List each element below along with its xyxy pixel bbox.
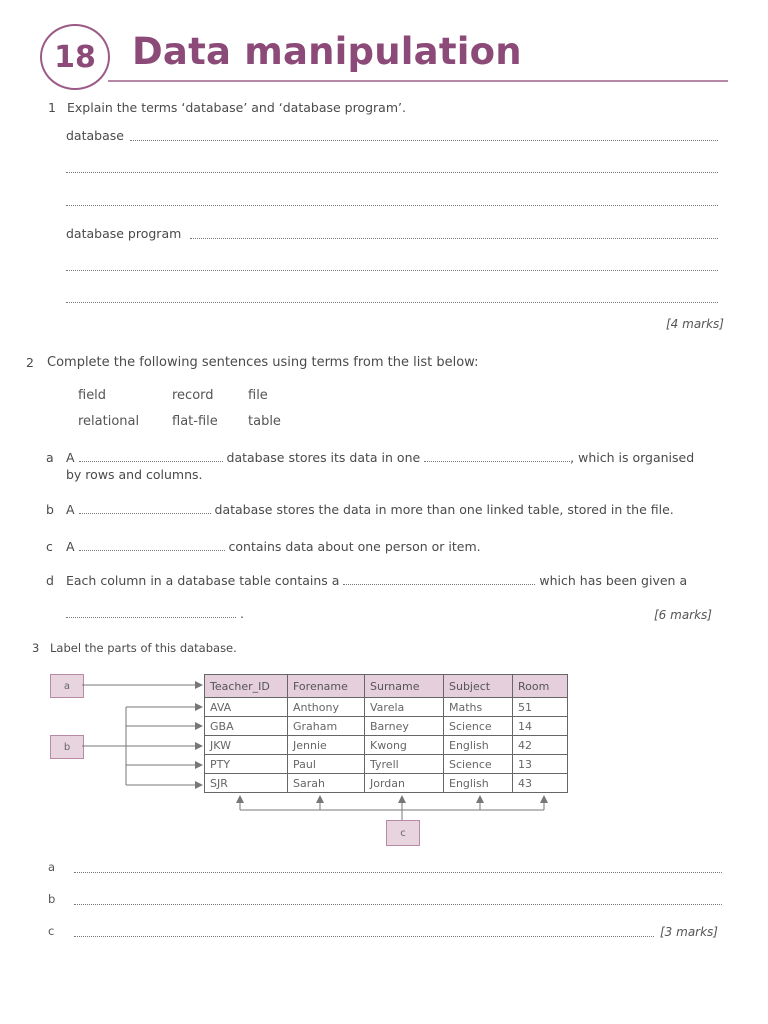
table-row bbox=[205, 774, 568, 793]
term-file: file bbox=[248, 388, 268, 403]
chapter-number-badge: 18 bbox=[40, 24, 110, 90]
q3-answer-a-label: a bbox=[48, 860, 56, 874]
q2a-part3: , which is organised bbox=[570, 450, 695, 465]
table-cell: JKW bbox=[205, 736, 288, 755]
column-header: Subject bbox=[444, 675, 513, 698]
q2c-letter: c bbox=[46, 539, 53, 554]
table-cell: 13 bbox=[513, 755, 568, 774]
table-row bbox=[205, 698, 568, 717]
q2c-part1: A bbox=[66, 539, 75, 554]
q2-number: 2 bbox=[26, 355, 34, 370]
term-flat-file: flat-file bbox=[172, 414, 218, 429]
q1-program-label: database program bbox=[66, 226, 182, 241]
q2a-part2: database stores its data in one bbox=[226, 450, 421, 465]
q3-answer-line-a[interactable] bbox=[74, 872, 722, 873]
q3-answer-line-c[interactable] bbox=[74, 936, 654, 937]
q1-text: Explain the terms ‘database’ and ‘database program’. bbox=[67, 100, 406, 115]
term-table: table bbox=[248, 414, 281, 429]
table-cell: 43 bbox=[513, 774, 568, 793]
q2d-letter: d bbox=[46, 573, 54, 588]
table-cell: Graham bbox=[288, 717, 365, 736]
table-cell: AVA bbox=[205, 698, 288, 717]
page-title: Data manipulation bbox=[132, 30, 522, 73]
table-cell: 14 bbox=[513, 717, 568, 736]
table-cell: Jennie bbox=[288, 736, 365, 755]
q2b-part2: database stores the data in more than one linked table, stored in the file. bbox=[214, 502, 674, 517]
q2d-part1: Each column in a database table contains a bbox=[66, 573, 340, 588]
q3-answer-b-label: b bbox=[48, 892, 56, 906]
q3-marks: [3 marks] bbox=[660, 925, 718, 939]
term-record: record bbox=[172, 388, 214, 403]
table-cell: Science bbox=[444, 717, 513, 736]
q1-database-label: database bbox=[66, 128, 124, 143]
table-cell: PTY bbox=[205, 755, 288, 774]
table-header-row bbox=[205, 675, 568, 698]
q2b-part1: A bbox=[66, 502, 75, 517]
table-cell: 42 bbox=[513, 736, 568, 755]
table-cell: Jordan bbox=[365, 774, 444, 793]
term-field: field bbox=[78, 388, 107, 403]
table-cell: SJR bbox=[205, 774, 288, 793]
teacher-database-table bbox=[204, 674, 568, 793]
table-cell: Tyrell bbox=[365, 755, 444, 774]
q3-number: 3 bbox=[32, 641, 40, 655]
table-row bbox=[205, 717, 568, 736]
table-cell: 51 bbox=[513, 698, 568, 717]
table-cell: Science bbox=[444, 755, 513, 774]
q2a-letter: a bbox=[46, 450, 54, 465]
table-cell: GBA bbox=[205, 717, 288, 736]
q1-marks: [4 marks] bbox=[666, 317, 724, 331]
table-cell: Anthony bbox=[288, 698, 365, 717]
column-header: Room bbox=[513, 675, 568, 698]
q2-marks: [6 marks] bbox=[654, 608, 712, 622]
column-header: Forename bbox=[288, 675, 365, 698]
column-header: Teacher_ID bbox=[205, 675, 288, 698]
table-cell: Sarah bbox=[288, 774, 365, 793]
q2b-letter: b bbox=[46, 502, 54, 517]
table-cell: English bbox=[444, 774, 513, 793]
column-header: Surname bbox=[365, 675, 444, 698]
label-box-c: c bbox=[386, 820, 420, 846]
q1-number: 1 bbox=[48, 100, 56, 115]
label-box-b: b bbox=[50, 735, 84, 759]
table-cell: Varela bbox=[365, 698, 444, 717]
q2d-part2: which has been given a bbox=[539, 573, 688, 588]
table-row bbox=[205, 755, 568, 774]
table-cell: English bbox=[444, 736, 513, 755]
q2a-part4: by rows and columns. bbox=[66, 467, 203, 482]
q3-answer-line-b[interactable] bbox=[74, 904, 722, 905]
table-cell: Paul bbox=[288, 755, 365, 774]
term-relational: relational bbox=[78, 414, 140, 429]
table-cell: Maths bbox=[444, 698, 513, 717]
table-row bbox=[205, 736, 568, 755]
table-cell: Barney bbox=[365, 717, 444, 736]
q2-text: Complete the following sentences using terms from the list below: bbox=[47, 355, 479, 370]
q2d-part3: . bbox=[239, 606, 244, 621]
q3-answer-c-label: c bbox=[48, 924, 55, 938]
q3-text: Label the parts of this database. bbox=[50, 641, 237, 655]
label-box-a: a bbox=[50, 674, 84, 698]
q2c-part2: contains data about one person or item. bbox=[228, 539, 481, 554]
q2a-part1: A bbox=[66, 450, 75, 465]
table-cell: Kwong bbox=[365, 736, 444, 755]
